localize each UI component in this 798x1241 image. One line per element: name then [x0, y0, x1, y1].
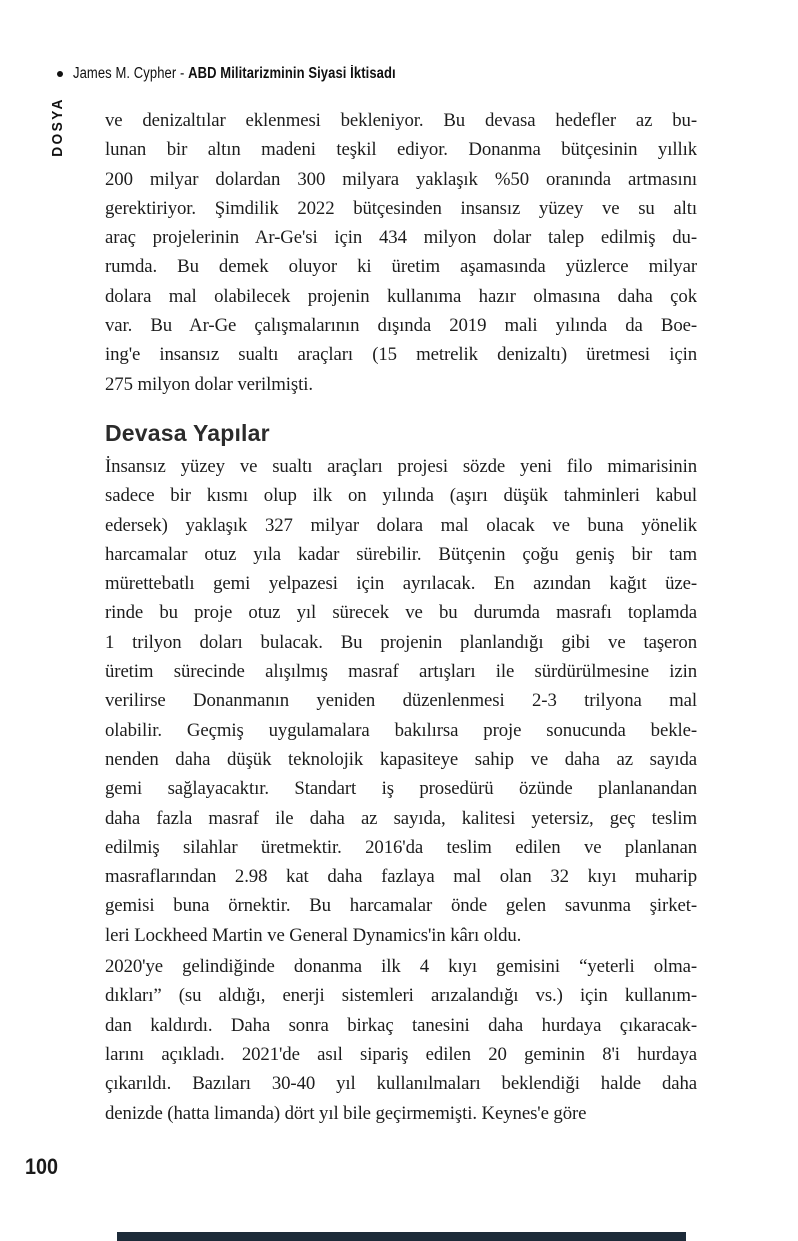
- text-line: 1 trilyon doları bulacak. Bu projenin planlandığı gibi ve taşeron: [105, 631, 697, 653]
- next-page-edge-strip: [117, 1232, 686, 1241]
- text-line: masraflarından 2.98 kat daha fazlaya mal olan 32 kıyı muharip: [105, 866, 697, 888]
- text-line: nenden daha düşük teknolojik kapasiteye sahip ve daha az sayıda: [105, 748, 697, 770]
- text-line: var. Bu Ar-Ge çalışmalarının dışında 2019 mali yılında da Boe-: [105, 315, 697, 337]
- text-line: verilirse Donanmanın yeniden düzenlenmesi 2-3 trilyona mal: [105, 690, 697, 712]
- text-line: lunan bir altın madeni teşkil ediyor. Donanma bütçesinin yıllık: [105, 139, 697, 161]
- text-line: dıkları” (su aldığı, enerji sistemleri arızalandığı vs.) için kullanım-: [105, 985, 697, 1007]
- text-line: mürettebatlı gemi yelpazesi için ayrılacak. En azından kağıt üze-: [105, 573, 697, 595]
- text-line: çıkarıldı. Bazıları 30-40 yıl kullanılmaları beklendiği halde daha: [105, 1073, 697, 1095]
- text-line: edilmiş silahlar üretmektir. 2016'da teslim edilen ve planlanan: [105, 836, 697, 858]
- book-title: ABD Militarizminin Siyasi İktisadı: [188, 65, 396, 82]
- text-line: gerektiriyor. Şimdilik 2022 bütçesinden insansız yüzey ve su altı: [105, 197, 697, 219]
- text-line: daha fazla masraf ile daha az sayıda, kalitesi yetersiz, geç teslim: [105, 807, 697, 829]
- text-line: 200 milyar dolardan 300 milyara yaklaşık %50 oranında artmasını: [105, 168, 697, 190]
- text-line: dan kaldırdı. Daha sonra birkaç tanesini daha hurdaya çıkaracak-: [105, 1014, 697, 1036]
- running-header: [57, 66, 457, 82]
- text-line: 2020'ye gelindiğinde donanma ilk 4 kıyı gemisini “yeterli olma-: [105, 956, 697, 978]
- text-line: ve denizaltılar eklenmesi bekleniyor. Bu devasa hedefler az bu-: [105, 110, 697, 131]
- paragraph-1: [105, 106, 697, 399]
- text-line: İnsansız yüzey ve sualtı araçları projesi sözde yeni filo mimarisinin: [105, 455, 697, 477]
- text-line: gemisi buna örnektir. Bu harcamalar önde gelen savunma şirket-: [105, 895, 697, 917]
- text-line: edersek) yaklaşık 327 milyar dolara mal olacak ve buna yönelik: [105, 514, 697, 536]
- text-line: olabilir. Geçmiş uygulamalara bakılırsa proje sonucunda bekle-: [105, 719, 697, 741]
- text-line: denizde (hatta limanda) dört yıl bile geçirmemişti. Keynes'e göre: [105, 1102, 587, 1124]
- section-tab-label: DOSYA: [50, 97, 66, 157]
- text-line: rumda. Bu demek oluyor ki üretim aşamasında yüzlerce milyar: [105, 256, 697, 278]
- text-line: gemi sağlayacaktır. Standart iş prosedürü özünde planlanandan: [105, 778, 697, 800]
- paragraph-3: [105, 952, 697, 1128]
- text-line: 275 milyon dolar verilmişti.: [105, 373, 313, 395]
- section-heading: Devasa Yapılar: [105, 419, 270, 446]
- text-line: rinde bu proje otuz yıl sürecek ve bu durumda masrafı toplamda: [105, 602, 697, 624]
- running-header-text: [73, 65, 396, 83]
- text-line: larını açıkladı. 2021'de asıl sipariş edilen 20 geminin 8'i hurdaya: [105, 1043, 697, 1065]
- text-line: sadece bir kısmı olup ilk on yılında (aşırı düşük tahminleri kabul: [105, 485, 697, 507]
- text-line: dolara mal olabilecek projenin kullanıma hazır olmasına daha çok: [105, 285, 697, 307]
- page-number: 100: [25, 1154, 59, 1179]
- bullet-icon: [57, 71, 63, 77]
- text-column: [105, 106, 697, 1128]
- author-name: James M. Cypher -: [73, 65, 189, 82]
- text-line: leri Lockheed Martin ve General Dynamics'in kârı oldu.: [105, 924, 522, 946]
- text-line: harcamalar otuz yıla kadar sürebilir. Bütçenin çoğu geniş bir tam: [105, 543, 697, 565]
- text-line: araç projelerinin Ar-Ge'si için 434 milyon dolar talep edilmiş du-: [105, 227, 697, 249]
- text-line: üretim sürecinde alışılmış masraf artışları ile sürdürülmesine izin: [105, 661, 697, 683]
- text-line: ing'e insansız sualtı araçları (15 metrelik denizaltı) üretmesi için: [105, 344, 697, 366]
- paragraph-2: [105, 452, 697, 950]
